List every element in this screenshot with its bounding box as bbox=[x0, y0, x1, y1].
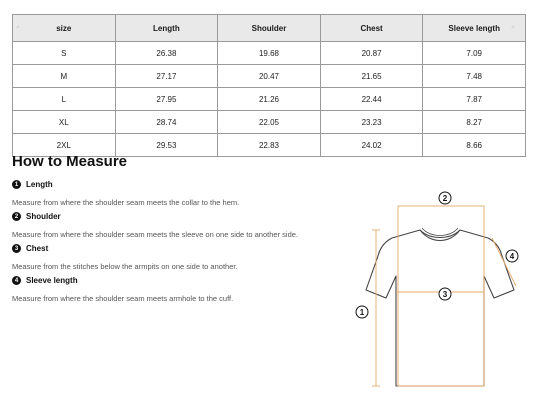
measure-item-length bbox=[12, 180, 239, 207]
measure-item-description: Measure from where the shoulder seam meets the sleeve on one side to another side. bbox=[12, 230, 298, 239]
table-cell: 8.66 bbox=[423, 134, 526, 157]
measure-item-title: Shoulder bbox=[26, 212, 61, 221]
number-badge: 4 bbox=[12, 276, 21, 285]
table-cell: 27.95 bbox=[115, 88, 218, 111]
number-badge: 1 bbox=[12, 180, 21, 189]
measure-item-shoulder bbox=[12, 212, 298, 239]
tshirt-outline-icon bbox=[366, 230, 514, 386]
marker-1 bbox=[356, 306, 368, 318]
table-cell: 21.26 bbox=[218, 88, 321, 111]
size-chart-table bbox=[12, 14, 526, 157]
svg-text:1: 1 bbox=[359, 308, 365, 317]
column-header-length: Length bbox=[115, 15, 218, 42]
number-badge: 2 bbox=[12, 212, 21, 221]
measure-item-description: Measure from where the shoulder seam meets armhole to the cuff. bbox=[12, 294, 234, 303]
measure-item-title: Length bbox=[26, 180, 53, 189]
column-header-shoulder: Shoulder bbox=[218, 15, 321, 42]
column-header-sleeve-length: Sleeve length bbox=[423, 15, 526, 42]
svg-text:3: 3 bbox=[442, 290, 448, 299]
table-cell: 7.87 bbox=[423, 88, 526, 111]
corner-mark-icon: ⌟ bbox=[511, 23, 514, 29]
table-cell: L bbox=[13, 88, 116, 111]
table-row bbox=[13, 65, 526, 88]
section-heading: How to Measure bbox=[12, 153, 128, 170]
table-header-row bbox=[13, 15, 526, 42]
table-cell: 22.05 bbox=[218, 111, 321, 134]
table-cell: 22.83 bbox=[218, 134, 321, 157]
table-cell: M bbox=[13, 65, 116, 88]
table-row bbox=[13, 111, 526, 134]
column-header-size: size bbox=[13, 15, 116, 42]
tshirt-measurement-diagram bbox=[350, 186, 530, 396]
table-cell: 22.44 bbox=[320, 88, 423, 111]
table-cell: XL bbox=[13, 111, 116, 134]
table-cell: 24.02 bbox=[320, 134, 423, 157]
table-cell: 29.53 bbox=[115, 134, 218, 157]
measure-item-description: Measure from where the shoulder seam meets the collar to the hem. bbox=[12, 198, 240, 207]
table-cell: 28.74 bbox=[115, 111, 218, 134]
measure-item-title: Chest bbox=[26, 244, 49, 253]
marker-2 bbox=[439, 192, 451, 204]
number-badge: 3 bbox=[12, 244, 21, 253]
table-cell: 23.23 bbox=[320, 111, 423, 134]
table-cell: 20.87 bbox=[320, 42, 423, 65]
table-cell: 19.68 bbox=[218, 42, 321, 65]
table-cell: 2XL bbox=[13, 134, 116, 157]
table-cell: 27.17 bbox=[115, 65, 218, 88]
measure-item-sleeve-length bbox=[12, 276, 233, 303]
svg-text:2: 2 bbox=[442, 194, 448, 203]
marker-4 bbox=[506, 250, 518, 262]
measure-item-title: Sleeve length bbox=[26, 276, 78, 285]
table-row bbox=[13, 42, 526, 65]
svg-text:4: 4 bbox=[509, 252, 515, 261]
table-cell: S bbox=[13, 42, 116, 65]
marker-3 bbox=[439, 288, 451, 300]
table-cell: 8.27 bbox=[423, 111, 526, 134]
table-cell: 7.48 bbox=[423, 65, 526, 88]
table-row bbox=[13, 88, 526, 111]
measure-item-description: Measure from the stitches below the armpits on one side to another. bbox=[12, 262, 238, 271]
table-cell: 21.65 bbox=[320, 65, 423, 88]
column-header-chest: Chest bbox=[320, 15, 423, 42]
measure-item-chest bbox=[12, 244, 238, 271]
table-cell: 7.09 bbox=[423, 42, 526, 65]
table-cell: 26.38 bbox=[115, 42, 218, 65]
corner-mark-icon: ⌟ bbox=[16, 23, 19, 29]
table-cell: 20.47 bbox=[218, 65, 321, 88]
